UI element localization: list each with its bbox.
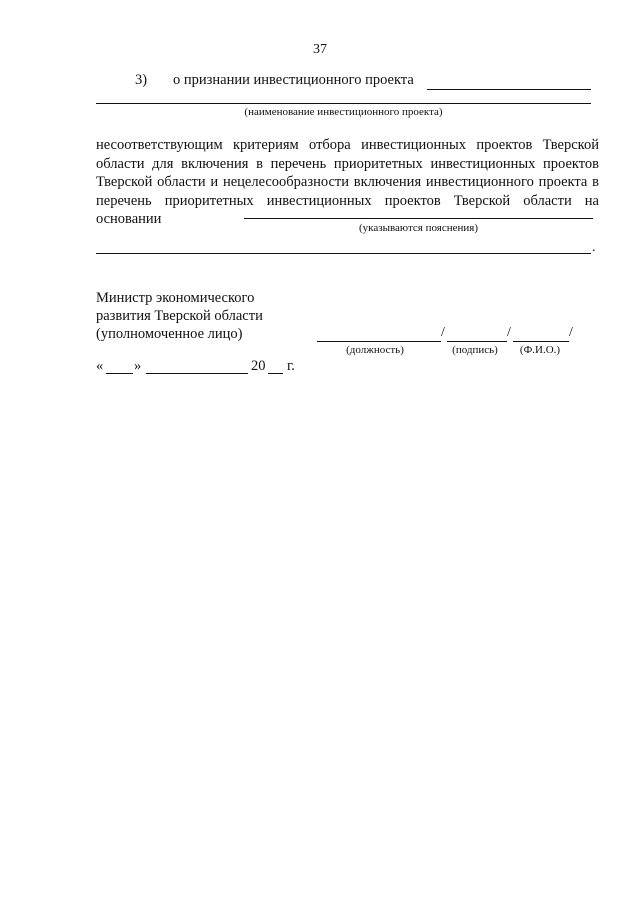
end-period: . [592,240,596,255]
page-number: 37 [313,42,327,57]
signatory-line-2: развития Тверской области [96,308,263,324]
project-name-blank [427,89,591,90]
basis-blank [244,218,593,219]
caption-explanations: (указываются пояснения) [359,222,478,234]
slash-3: / [569,325,573,340]
caption-project-name: (наименование инвестиционного проекта) [244,106,443,118]
signatory-line-1: Министр экономического [96,290,255,306]
caption-position: (должность) [346,344,404,356]
name-blank [513,341,569,342]
project-name-blank-full [96,103,591,104]
date-close-quote: » [134,358,142,374]
signature-blank [447,341,507,342]
date-year-blank [268,373,283,374]
date-day-blank [106,373,133,374]
signatory-line-3: (уполномоченное лицо) [96,326,243,342]
caption-signature: (подпись) [452,344,498,356]
item-text: о признании инвестиционного проекта [173,72,414,88]
signatory-block [96,289,263,343]
date-month-blank [146,373,248,374]
slash-2: / [507,325,511,340]
date-open-quote: « [96,358,104,374]
date-year-prefix: 20 [251,358,266,374]
body-paragraph: несоответствующим критериям отбора инвестиционных проектов Тверской области для включения в перечень приоритетных инвестиционных проектов Тверской области и нецелесообразности включения инвестиционного проекта в перечень приоритетных инвестиционных проектов Тверской области на основании [96,137,599,228]
explanations-blank [96,253,591,254]
slash-1: / [441,325,445,340]
item-number: 3) [135,72,148,88]
item-heading [135,72,414,89]
date-year-suffix: г. [287,358,295,374]
caption-name: (Ф.И.О.) [519,344,561,356]
position-blank [317,341,441,342]
